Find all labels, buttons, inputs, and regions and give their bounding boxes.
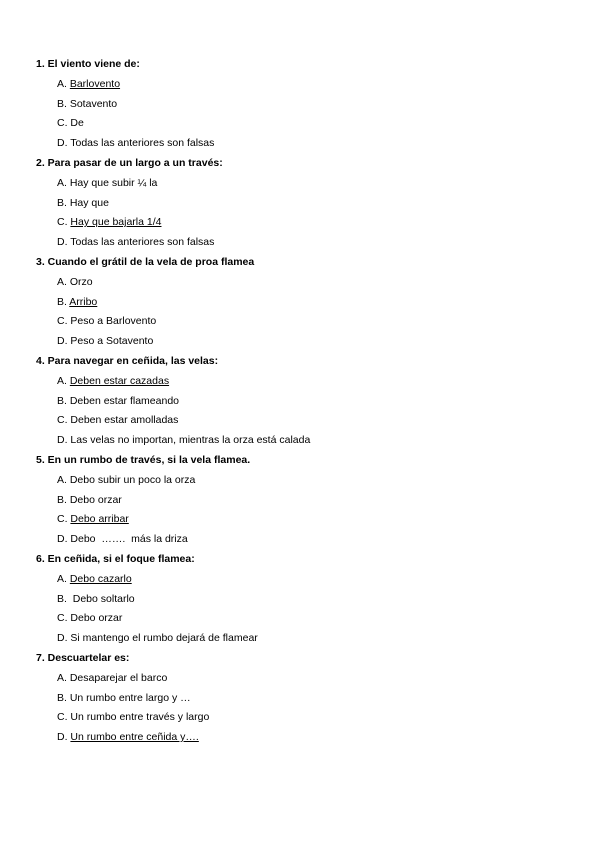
answer-option bbox=[36, 669, 576, 689]
answer-option bbox=[36, 431, 576, 451]
question-title: 3. Cuando el grátil de la vela de proa flamea bbox=[36, 255, 255, 268]
option-letter: D. bbox=[57, 434, 68, 447]
question-5 bbox=[36, 451, 576, 550]
option-text: Hay que bbox=[69, 196, 109, 209]
option-letter: A. bbox=[57, 572, 67, 585]
option-letter: D. bbox=[57, 236, 68, 249]
option-text-correct: Un rumbo entre ceñida y…. bbox=[70, 731, 199, 744]
option-text-correct: Hay que bajarla 1/4 bbox=[70, 216, 162, 229]
option-letter: B. bbox=[57, 691, 67, 704]
answer-option bbox=[36, 530, 576, 550]
option-text: Deben estar amolladas bbox=[70, 414, 179, 427]
option-letter: C. bbox=[57, 216, 68, 229]
option-text: Debo orzar bbox=[69, 493, 122, 506]
option-letter: C. bbox=[57, 513, 68, 526]
answer-option bbox=[36, 411, 576, 431]
answer-option bbox=[36, 174, 576, 194]
option-letter: C. bbox=[57, 711, 68, 724]
answer-option bbox=[36, 510, 576, 530]
option-letter: A. bbox=[57, 671, 67, 684]
option-text: Debo soltarlo bbox=[69, 592, 135, 605]
answer-option bbox=[36, 194, 576, 214]
answer-option bbox=[36, 312, 576, 332]
option-letter: A. bbox=[57, 473, 67, 486]
question-title: 2. Para pasar de un largo a un través: bbox=[36, 156, 223, 169]
answer-option bbox=[36, 728, 576, 748]
option-letter: C. bbox=[57, 414, 68, 427]
answer-option bbox=[36, 332, 576, 352]
option-letter: C. bbox=[57, 117, 68, 130]
answer-option bbox=[36, 392, 576, 412]
question-title: 7. Descuartelar es: bbox=[36, 651, 130, 664]
option-text-correct: Barlovento bbox=[69, 77, 121, 90]
option-letter: B. bbox=[57, 97, 67, 110]
option-letter: D. bbox=[57, 335, 68, 348]
option-text-correct: Arribo bbox=[69, 295, 98, 308]
answer-option bbox=[36, 629, 576, 649]
option-text-correct: Debo cazarlo bbox=[69, 572, 132, 585]
question-7 bbox=[36, 649, 576, 748]
question-6 bbox=[36, 550, 576, 649]
option-text: Debo orzar bbox=[70, 612, 123, 625]
option-text-correct: Deben estar cazadas bbox=[69, 374, 170, 387]
option-text: Un rumbo entre largo y … bbox=[69, 691, 191, 704]
quiz-list bbox=[36, 55, 576, 748]
option-letter: C. bbox=[57, 612, 68, 625]
answer-option bbox=[36, 293, 576, 313]
option-letter: A. bbox=[57, 275, 67, 288]
option-text: Peso a Barlovento bbox=[70, 315, 157, 328]
option-letter: B. bbox=[57, 592, 67, 605]
answer-option bbox=[36, 471, 576, 491]
question-3 bbox=[36, 253, 576, 352]
question-title: 5. En un rumbo de través, si la vela flamea. bbox=[36, 453, 251, 466]
answer-option bbox=[36, 609, 576, 629]
answer-option bbox=[36, 570, 576, 590]
answer-option bbox=[36, 114, 576, 134]
answer-option bbox=[36, 134, 576, 154]
answer-option bbox=[36, 491, 576, 511]
question-title: 4. Para navegar en ceñida, las velas: bbox=[36, 354, 219, 367]
option-text: Orzo bbox=[69, 275, 93, 288]
question-1 bbox=[36, 55, 576, 154]
option-text: Debo ……. más la driza bbox=[70, 533, 188, 546]
option-text: Sotavento bbox=[69, 97, 118, 110]
answer-option bbox=[36, 273, 576, 293]
option-letter: A. bbox=[57, 374, 67, 387]
option-text: Hay que subir ¼ la bbox=[69, 176, 158, 189]
question-4 bbox=[36, 352, 576, 451]
option-letter: C. bbox=[57, 315, 68, 328]
option-text: De bbox=[70, 117, 84, 130]
answer-option bbox=[36, 233, 576, 253]
answer-option bbox=[36, 708, 576, 728]
answer-option bbox=[36, 213, 576, 233]
option-text: Un rumbo entre través y largo bbox=[70, 711, 210, 724]
option-letter: A. bbox=[57, 77, 67, 90]
option-text: Las velas no importan, mientras la orza está calada bbox=[70, 434, 311, 447]
option-text-correct: Debo arribar bbox=[70, 513, 129, 526]
option-text: Debo subir un poco la orza bbox=[69, 473, 196, 486]
question-title: 1. El viento viene de: bbox=[36, 58, 140, 70]
answer-option bbox=[36, 372, 576, 392]
option-letter: D. bbox=[57, 533, 68, 546]
option-text: Deben estar flameando bbox=[69, 394, 179, 407]
option-letter: B. bbox=[57, 295, 67, 308]
option-letter: D. bbox=[57, 137, 68, 150]
option-letter: B. bbox=[57, 394, 67, 407]
option-text: Todas las anteriores son falsas bbox=[70, 236, 215, 249]
option-text: Desaparejar el barco bbox=[69, 671, 168, 684]
option-letter: D. bbox=[57, 731, 68, 744]
answer-option bbox=[36, 75, 576, 95]
option-text: Si mantengo el rumbo dejará de flamear bbox=[70, 632, 258, 645]
option-letter: A. bbox=[57, 176, 67, 189]
question-2 bbox=[36, 154, 576, 253]
option-letter: B. bbox=[57, 493, 67, 506]
option-text: Todas las anteriores son falsas bbox=[70, 137, 215, 150]
question-title: 6. En ceñida, si el foque flamea: bbox=[36, 552, 195, 565]
answer-option bbox=[36, 590, 576, 610]
answer-option bbox=[36, 689, 576, 709]
answer-option bbox=[36, 95, 576, 115]
option-text: Peso a Sotavento bbox=[70, 335, 154, 348]
option-letter: B. bbox=[57, 196, 67, 209]
option-letter: D. bbox=[57, 632, 68, 645]
